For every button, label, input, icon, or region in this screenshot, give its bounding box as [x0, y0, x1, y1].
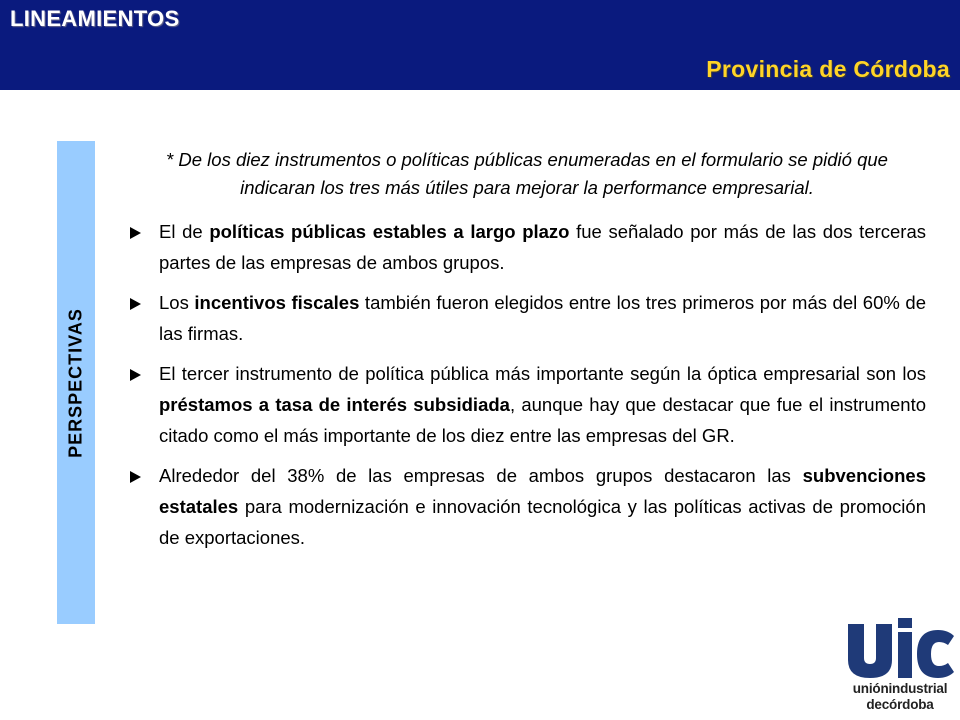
bullet-item — [128, 287, 926, 349]
logo-letter-i-dot — [898, 618, 912, 628]
bullet-text-bold: políticas públicas estables a largo plazo — [209, 221, 570, 242]
uic-logo-mark — [838, 600, 960, 680]
triangle-bullet-icon — [130, 298, 141, 310]
sidebar-label: PERSPECTIVAS — [65, 307, 86, 458]
intro-paragraph: * De los diez instrumentos o políticas públicas enumeradas en el formulario se pidió que indicaran los tres más útiles para mejorar la performance empresarial. — [166, 149, 888, 198]
bullet-text-pre: Alrededor del 38% de las empresas de ambos grupos destacaron las — [159, 465, 803, 486]
bullet-item — [128, 358, 926, 451]
uic-logo — [838, 600, 960, 720]
bullet-text-bold: préstamos a tasa de interés subsidiada — [159, 394, 510, 415]
bullet-item — [128, 460, 926, 553]
bullet-text-pre: El de — [159, 221, 210, 242]
bullet-text-post: para modernización e innovación tecnológica y las políticas activas de promoción de exportaciones. — [159, 496, 926, 548]
logo-text-line1: uniónindustrial — [852, 681, 948, 696]
bullet-text-bold: incentivos fiscales — [194, 292, 360, 313]
triangle-bullet-icon — [130, 369, 141, 381]
page-title: LINEAMIENTOS — [10, 6, 180, 31]
logo-text-line2: decórdoba — [866, 697, 934, 712]
bullet-item — [128, 216, 926, 278]
logo-letter-c — [917, 630, 954, 678]
bullet-text-pre: Los — [159, 292, 195, 313]
triangle-bullet-icon — [130, 471, 141, 483]
header-banner — [0, 0, 960, 90]
bullet-text-post: también fueron elegidos entre los tres primeros por más del 60% de las firmas. — [159, 292, 926, 344]
bullet-text-bold: subvenciones estatales — [159, 465, 926, 517]
page-subtitle: Provincia de Córdoba — [706, 56, 950, 82]
triangle-bullet-icon — [130, 227, 141, 239]
bullet-text-post: , aunque hay que destacar que fue el instrumento citado como el más importante de los diez entre las empresas del GR. — [159, 394, 926, 446]
logo-letter-u — [848, 624, 892, 678]
sidebar-band — [57, 141, 95, 624]
bullet-text-post: fue señalado por más de las dos terceras partes de las empresas de ambos grupos. — [159, 221, 927, 273]
bullet-text-pre: El tercer instrumento de política pública más importante según la óptica empresarial son los — [159, 363, 926, 384]
content-body — [128, 146, 926, 562]
logo-letter-i — [898, 632, 912, 678]
